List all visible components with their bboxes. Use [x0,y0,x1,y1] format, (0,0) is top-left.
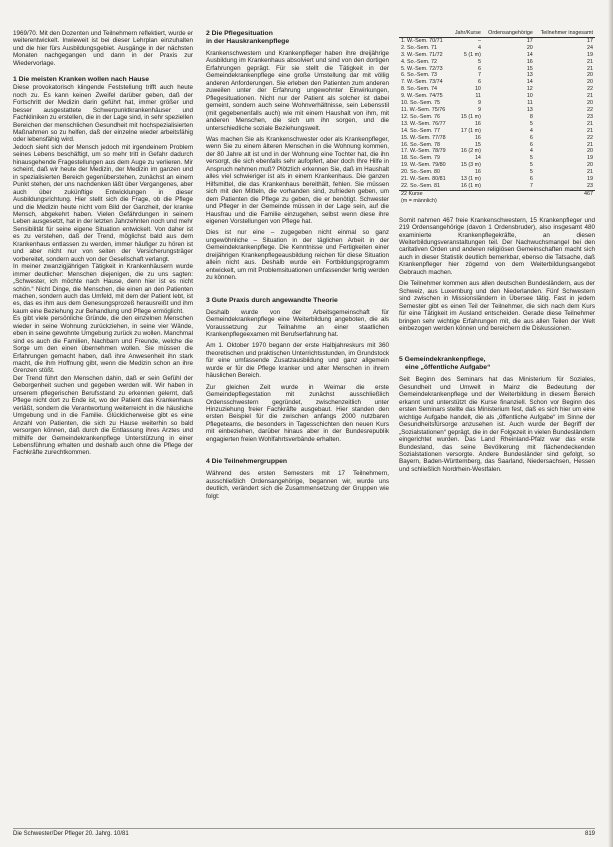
table-row [399,72,595,79]
table-cell: 14 [526,79,533,86]
table-cell: 24 [587,44,593,51]
table-row [399,37,595,44]
table-cell: 8 [529,113,533,120]
table-row [399,114,595,121]
table-cell: 6 [529,141,533,148]
table-cell: 14. So.-Sem. 77 [401,127,440,134]
table-cell: 15 (1 m) [460,113,481,120]
table-cell: 19 [587,176,593,183]
table-cell: 15 [474,141,481,148]
table-row [399,155,595,162]
table-cell: 20 [526,44,533,51]
section-1-paragraph-1: Diese provokatorisch klingende Feststellung trifft auch heute noch zu. Es kann keinen Zweifel darüber geben, daß der Fortschritt der Medizin darin geführt hat, immer größer und besser ausgestattete Schwerpunktkrankenhäuser und Fachkliniken zu erstellen, die in der Lage sind, in sehr speziellen Bereichen der menschlichen Gesundheit mit hochspezialisierten Maßnahmen so zu helfen, daß der einzelne wieder arbeitsfähig oder lebensfähig wird. [13,84,193,144]
section-3-paragraph-2: Am 1. Oktober 1970 begann der erste Halbjahreskurs mit 360 theoretischen und praktischen Unterrichtsstunden, im Grundstock für eine umfassende Zusatzausbildung und ganz allgemein wurde er für die Pflege kranker und alter Menschen in ihrem häuslichen Bereich. [206,342,389,380]
section-2-paragraph-1: Krankenschwestern und Krankenpfleger haben ihre dreijährige Ausbildung im Krankenhaus absolviert und sind von den dortigen Erfahrungen geprägt. Für sie stellt die Tätigkeit in der Gemeindekrankenpflege eine große Umstellung dar mit völlig anderen Anforderungen. Sie erleben den Patienten zum anderen zuweilen unter der Erfahrung ungewohnter Einwirkungen, Pflegesituationen. Nicht nur der Patient als solcher ist dabei gemeint, sondern auch seine Wohnverhältnisse, sein Lebensstil (mit gegebenenfalls auch) wie mit einem Haushalt von ihm, mit anderen Menschen, die sich um ihn sorgen, und die unterschiedliche soziale Beziehungswelt. [206,50,389,132]
section-4-heading: 4 Die Teilnehmergruppen [206,458,288,466]
section-2-heading-line-2: in der Hauskrankenpflege [206,38,290,45]
table-cell: 16 (1 m) [460,182,481,189]
table-cell: 8. So.-Sem. 74 [401,86,437,93]
table-cell: 11. W.-Sem. 75/76 [401,106,446,113]
table-cell: 11 [475,93,481,100]
table-cell: 10 [526,93,533,100]
table-cell: 20 [587,100,593,107]
table-total-cell [451,190,483,197]
table-row [399,59,595,66]
table-cell: 13 [526,72,533,79]
intro-paragraph: 1969/70. Mit den Dozenten und Teilnehmern reflektiert, wurde er weiterentwickelt. Inwieweit ist bei dieser Lehrplan einzuhalten und die hier fürs Ausbildungsgebiet. Ausgänge in der nächsten Monaten nachgegangen und dann in der Praxis zur Wiedervorlage. [13,30,193,67]
table-cell: 21 [587,120,593,127]
section-5-heading-line-1: 5 Gemeindekrankenpflege, [399,356,486,364]
table-cell: 21 [587,58,593,65]
table-cell: 5 [529,169,533,176]
table-cell: 6 [529,176,533,183]
section-4-paragraph-3: Die Teilnehmer kommen aus allen deutschen Bundesländern, aus der Schweiz, aus Luxemburg und den Niederlanden. Fünf Schwestern sind zwischen in Missionsländern in Übersee tätig. Fast in jedem Semester gibt es einen Teil der Teilnehmer, die sich nach dem Kurs für eine Tätigkeit im Ausland entscheiden. Gerade diese Teilnehmer bringen sehr wichtige Erfahrungen mit, die aus allen Teilen der Welt einbezogen werden können und bereichern die Diskussionen. [399,280,595,332]
table-cell: 20 [587,148,593,155]
table-row [399,183,595,190]
table-cell: 14 [474,155,481,162]
table-cell: 5 [529,162,533,169]
footer-journal-reference: Die Schwester/Der Pfleger 20. Jahrg. 10/81 [13,831,129,837]
table-cell: 3. W.-Sem. 71/72 [401,51,443,58]
table-header-cell: Jahr/Kurse [454,30,481,36]
table-cell: 22 [587,86,593,93]
table-cell: 13 [526,106,533,113]
table-cell: 17 (1 m) [460,127,481,134]
table-cell: 16 [474,120,481,127]
table-cell: 4. So.-Sem. 72 [401,58,437,65]
table-cell: 9 [477,100,481,107]
table-row [399,176,595,183]
table-row [399,162,595,169]
table-header-cell: Teilnehmer insgesamt [540,30,593,36]
table-cell: 21 [587,141,593,148]
table-row [399,100,595,107]
table-cell: 20 [587,162,593,169]
scan-edge-shadow [608,0,613,847]
section-5-heading-line-2: eine „öffentliche Aufgabe“ [405,364,491,372]
column-1 [13,30,193,457]
table-cell: 15. W.-Sem. 77/78 [401,134,446,141]
table-row [399,148,595,155]
table-cell: 5 [529,155,533,162]
section-2-heading-line-1: 2 Die Pflegesituation [206,30,273,37]
table-row [399,79,595,86]
section-1-paragraph-2: Jedoch sieht sich der Mensch jedoch mit irgendeinem Problem seines Lebens beschäftigt, um so mehr tritt in Gefahr dadurch hinausgehende Fragestellungen aus dem Auge zu verlieren. Mir scheint, daß wir heute der Medizin, der Medizin im ganzen und in spezialisierten Bereich gegenüberstehen, zunächst an einem Punkt stehen, der uns nachdenken läßt über Vergangenes, aber auch über zukünftige Entwicklungen in dieser Ausbildungsrichtung. Hier stellt sich die Frage, ob die Pflege und die Medizin heute nicht vom Bild der Ganzheit, der kranke Mensch, abgekehrt haben. Vielen Gefährdungen in seinem Leben ausgesetzt, hat in der letzten Jahrzehnten noch und mehr Sensibilität für seine eigene Situation entwickelt. Von daher ist es zu verstehen, daß der Trend, möglichst bald aus dem Krankenhaus entlassen zu werden, immer häufiger zu hören ist und aber nicht nur von seiten der Versicherungsträger vorbereitet, sondern auch von der Gesellschaft verlangt. [13,143,193,263]
table-cell: 22. So.-Sem. 81 [401,182,440,189]
table-cell: 12 [526,86,533,93]
table-cell: 21 [587,127,593,134]
table-cell: 17 [526,37,533,44]
table-cell: 19 [587,51,593,58]
table-cell: 21 [587,65,593,72]
section-1-heading: 1 Die meisten Kranken wollen nach Hause [13,76,149,84]
table-row [399,45,595,52]
table-cell: 4 [477,44,481,51]
table-row [399,142,595,149]
table-cell: 6 [477,65,481,72]
page-number: 819 [584,831,595,837]
section-2-paragraph-3: Dies ist nur eine – zugegeben nicht einmal so ganz ungewöhnliche – Situation in der täglichen Arbeit in der Gemeindekrankenpflege. Die Kenntnisse und Fertigkeiten einer dreijährigen Krankenpflegeausbildung reichen für diese Situation allein nicht aus. Deshalb wurde ein Fortbildungsprogramm entwickelt, um mit Problemsituationen umfassender fertig werden zu können. [206,229,389,282]
section-3-heading: 3 Gute Praxis durch angewandte Theorie [206,296,338,304]
table-row [399,169,595,176]
table-total-cell [483,190,535,197]
table-cell: 19 [587,155,593,162]
table-row [399,86,595,93]
table-cell: 16 [474,169,481,176]
table-cell: 7 [477,72,481,79]
participants-table [399,30,595,205]
table-cell: 22 [587,134,593,141]
table-header-cell [399,30,451,37]
table-cell: 13 (1 m) [460,176,481,183]
table-body [399,37,595,190]
section-2-paragraph-2: Was machen Sie als Krankenschwester oder als Krankenpfleger, wenn Sie zu einem älteren Menschen in die Wohnung kommen, der 80 Jahre alt ist und in der Wohnung eine Tochter hat, die ihn versorgt, die sich ebenfalls sehr aufopfert, aber doch Ihre Hilfe in Anspruch nehmen muß? Plötzlich erkennen Sie, daß im Haushalt alles viel schwieriger ist als in einem Krankenhaus. Die ganzen Hilfsmittel, die das Krankenhaus bereithält, fehlen. Sie müssen sich mit den Mitteln, die vorhanden sind, zufrieden geben, um dem Patienten die Pflege zu geben, die er benötigt. Schwester und Pfleger in der Gemeinde müssen in der Lage sein, auf die Hausfrau und die Familie einzugehen, selbst wenn diese ihre eigenen Vorstellungen von Pflege hat. [206,135,389,225]
table-cell: 4 [529,148,533,155]
table-row [399,93,595,100]
table-row [399,135,595,142]
table-cell: 9. W.-Sem. 74/75 [401,93,443,100]
table-row [399,121,595,128]
table-cell: 16 (2 m) [460,148,481,155]
table-cell: 4 [529,127,533,134]
table-cell: 12. So.-Sem. 76 [401,113,440,120]
table-cell: 7. W.-Sem. 73/74 [401,79,443,86]
table-cell: 17. W.-Sem. 78/79 [401,148,446,155]
table-header-cell: Ordensangehörige [488,30,533,36]
table-cell: 5 [477,58,481,65]
table-cell: 6 [529,134,533,141]
section-1-paragraph-3: In meiner zwanzigjährigen Tätigkeit in Krankenhäusern wurde immer deutlicher: Menschen diejenigen, die zu uns sagten: „Schwester, ich möchte nach Hause, denn hier ist es nicht schön.“ Nicht Dinge, die Menschen, die einen an den Patienten machen, sondern auch das Umfeld, mit dem der Patient lebt, ist es, das es ihm aus dem Genesungsprozeß herausreißt und ihm kaum eine Beziehung zur Behandlung und Pflege ermöglicht. [13,263,193,315]
section-5-paragraph-1: Seit Beginn des Seminars hat das Ministerium für Soziales, Gesundheit und Umwelt in Mainz die Bedeutung der Gemeindekrankenpflege und der Weiterbildung in diesem Bereich erkannt und unterstützt die Kurse finanziell. Schon vor Beginn des ersten Seminars stellte das Ministerium fest, daß es sich hier um eine wichtige Aufgabe handelt, die als „öffentliche Aufgabe“ im Sinne der Gesundheitsfürsorge anzusehen ist. Auch wurde der Begriff der „Sozialstationen“ geprägt, die in der Folgezeit in vielen Bundesländern eingerichtet wurden. Das Land Rheinland-Pfalz war das erste Bundesland, das seine Bevölkerung mit flächendeckenden Sozialstationen versorgte. Andere Bundesländer sind gefolgt, so Bayern, Baden-Württemberg, das Saarland, Niedersachsen, Hessen und schließlich Nordrhein-Westfalen. [399,376,595,473]
table-cell: 21. W.-Sem. 80/81 [401,176,446,183]
table-cell: 19. W.-Sem. 79/80 [401,162,446,169]
table-cell: 15 (3 m) [460,162,481,169]
table-cell: 20. So.-Sem. 80 [401,169,440,176]
table-cell: 5. W.-Sem. 72/73 [401,65,443,72]
table-cell: 18. So.-Sem. 79 [401,155,440,162]
table-row [399,66,595,73]
table-cell: 21 [587,169,593,176]
table-cell: 10 [474,86,481,93]
table-cell: 5 (1 m) [463,51,481,58]
table-total-row [399,190,595,197]
table-cell: 10. So.-Sem. 75 [401,100,440,107]
table-header-row [399,30,595,37]
section-3-paragraph-3: Zur gleichen Zeit wurde in Weimar die erste Gemeindepflegestation mit zunächst ausschließlich Ordensschwestern gegründet, zwischenzeitlich unter Hinzuziehung freier Fachkräfte ausgebaut. Hier standen den ersten Beispiel für die zwischen anfangs 2000 nutzbaren Pflegeteams, die besonders in Tagesschichten den neuen Kurs mit einbeziehen, darüber hinaus aber in der Bundesrepublik engagierten freien Wohlfahrtsverbände erhalten. [206,383,389,443]
table-cell: 22 [587,106,593,113]
table-total-cell: 22 Kurse [399,190,451,197]
section-4-paragraph-2: Somit nahmen 467 freie Krankenschwestern, 15 Krankenpfleger und 219 Ordensangehörige (davon 1 Ordensbruder), also insgesamt 480 examinierte Krankenpflegekräfte, an diesen Weiterbildungsveranstaltungen teil. Der Nachwuchsmangel bei den caritativen Orden und anderen religiösen Gemeinschaften macht sich auch in dieser Statistik deutlich bemerkbar, ebenso die Tatsache, daß Krankenpfleger hier zögernd von dem Weiterbildungsangebot Gebrauch machen. [399,216,595,276]
table-cell: 1. W.-Sem. 70/71 [401,37,443,44]
table-cell: 6. So.-Sem. 73 [401,72,437,79]
table-cell: 11 [527,100,533,107]
table-cell: 20 [587,72,593,79]
table-row [399,107,595,114]
table-cell: 23 [587,113,593,120]
section-3-paragraph-1: Deshalb wurde von der Arbeitsgemeinschaft für Gemeindekrankenpflege eine Weiterbildung angeboten, die als Voraussetzung zur Teilnahme an einer staatlichen Krankenpflegeexamen mit Berufserfahrung hat. [206,308,389,338]
table-cell: 16 [526,58,533,65]
table-footnote-row [399,198,595,205]
table-cell: 23 [587,182,593,189]
table-cell: 13. W.-Sem. 76/77 [401,120,446,127]
column-2 [206,30,389,500]
table-cell: 14 [526,51,533,58]
table-cell: 9 [477,106,481,113]
section-1-paragraph-4: Es gibt viele persönliche Gründe, die den einzelnen Menschen wieder in seine Wohnung zurückziehen, in seine vier Wände, eben in seine gewohnte Umgebung zurück zu wollen. Manchmal sind es auch die Familien, Nachbarn und Freunde, welche die Sorge um den einen übernehmen wollen. Sie müssen die Erfahrungen gemacht haben, daß ihre Anwesenheit ihn stark macht, die ihm Hoffnung gibt, wenn die Medizin schon an ihre Grenzen stößt. [13,315,193,375]
table-footnote: (m = männlich) [401,197,437,204]
table-cell: 16 [474,134,481,141]
table-cell: 16. So.-Sem. 78 [401,141,440,148]
column-3 [399,30,595,473]
section-1-paragraph-5: Der Trend führt den Menschen dahin, daß er sein Gefühl der Geborgenheit suchen und gegeben werden will. Wir haben in unserem pflegerischen Berufsstand zu erkennen gelernt, daß Pflege nicht dort zu Ende ist, wo der Patient das Krankenhaus verläßt, sondern die Verantwortung weiterreicht in die häusliche Umgebung und in die Familie. Glücklicherweise gibt es eine Anzahl von Patienten, die sich zu Hause weiterhin so bald versorgen können, daß durch die Entlassung ihres Arztes und mithilfe der Gemeindekrankenpflege Unterstützung in einer Lebensführung erhalten und deshalb auch ohne die Pflege der Fachkräfte zurechtkommen. [13,374,193,457]
table-row [399,128,595,135]
page-footer [13,828,595,837]
table-cell: 7 [529,182,533,189]
table-cell: 17 [587,37,593,44]
table-row [399,52,595,59]
table-cell: 15 [526,65,533,72]
table-cell: 6 [477,79,481,86]
table-cell: 21 [587,93,593,100]
table-cell: 5 [529,120,533,127]
table-total-cell: 467 [535,190,595,197]
table-cell: – [477,37,481,44]
table-cell: 2. So.-Sem. 71 [401,44,437,51]
table-cell: 20 [587,79,593,86]
section-4-paragraph-1: Während des ersten Semesters mit 17 Teilnehmern, ausschließlich Ordensangehörige, begannen wir, wurde uns deutlich, verändert sich die Zusammensetzung der Gruppen wie folgt: [206,470,389,500]
